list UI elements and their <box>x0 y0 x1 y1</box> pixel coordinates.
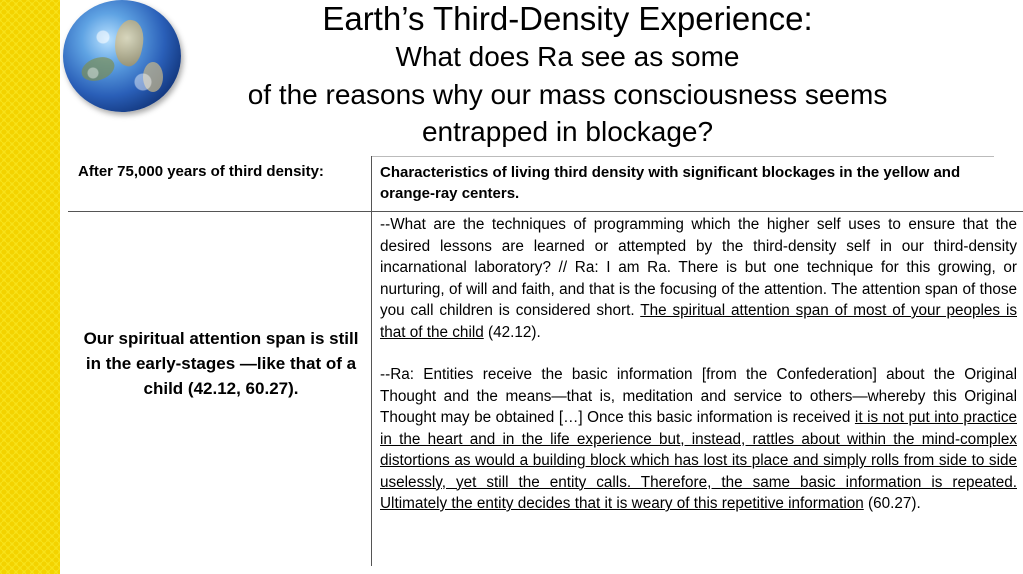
slide-title: Earth’s Third-Density Experience: <box>322 0 813 37</box>
slide-subtitle-line-1: What does Ra see as some <box>395 41 740 72</box>
quote-paragraph-2: --Ra: Entities receive the basic information [from the Confederation] about the Original Thought and the means—that is, meditation and service to others—whereby this Original Thought may be obtained […] Once this basic information is received it is not put into practice in the heart and in the life experience but, instead, rattles about within the mind-complex distortions as would a building block which has lost its place and simply rolls from side to side uselessly, yet still the entity calls. Therefore, the same basic information is repeated. Ultimately the entity decides that it is weary of this repetitive information (60.27). <box>380 366 1017 512</box>
slide-subtitle-line-2: of the reasons why our mass consciousness seems <box>247 79 888 110</box>
content-table <box>68 156 1023 574</box>
quote-paragraph-1: --What are the techniques of programming which the higher self uses to ensure that the desired lessons are learned or attempted by the third-density self in our third-density incarnational laboratory? // Ra: I am Ra. There is but one technique for this growing, or nurturing, of will and faith, and that is the focusing of the attention. The attention span of those you call children is considered short. The spiritual attention span of most of your peoples is that of the child (42.12). <box>380 216 1017 341</box>
left-cell-summary: Our spiritual attention span is still in the early-stages —like that of a child (42.12, 60.27). <box>83 329 359 398</box>
right-cell-quotes <box>380 214 1017 515</box>
underlined-quote-2: it is not put into practice in the heart and in the life experience but, instead, rattles about within the mind-complex distortions as would a building block which has lost its place and simply rolls from side to side uselessly, yet still the entity calls. Therefore, the same basic information is repeated. Ultimately the entity decides that it is weary of this repetitive information <box>380 409 1017 512</box>
column-divider <box>371 156 372 566</box>
header-bottom-border <box>68 211 1023 212</box>
header-left: After 75,000 years of third density: <box>78 163 324 180</box>
earth-globe-icon <box>63 0 181 112</box>
header-right: Characteristics of living third density with significant blockages in the yellow and orange-ray centers. <box>380 164 961 202</box>
header-top-border <box>372 156 994 157</box>
yellow-dotted-stripe <box>0 0 60 574</box>
underlined-quote-1: The spiritual attention span of most of your peoples is that of the child <box>380 302 1017 341</box>
slide-subtitle-line-3: entrapped in blockage? <box>421 116 714 147</box>
